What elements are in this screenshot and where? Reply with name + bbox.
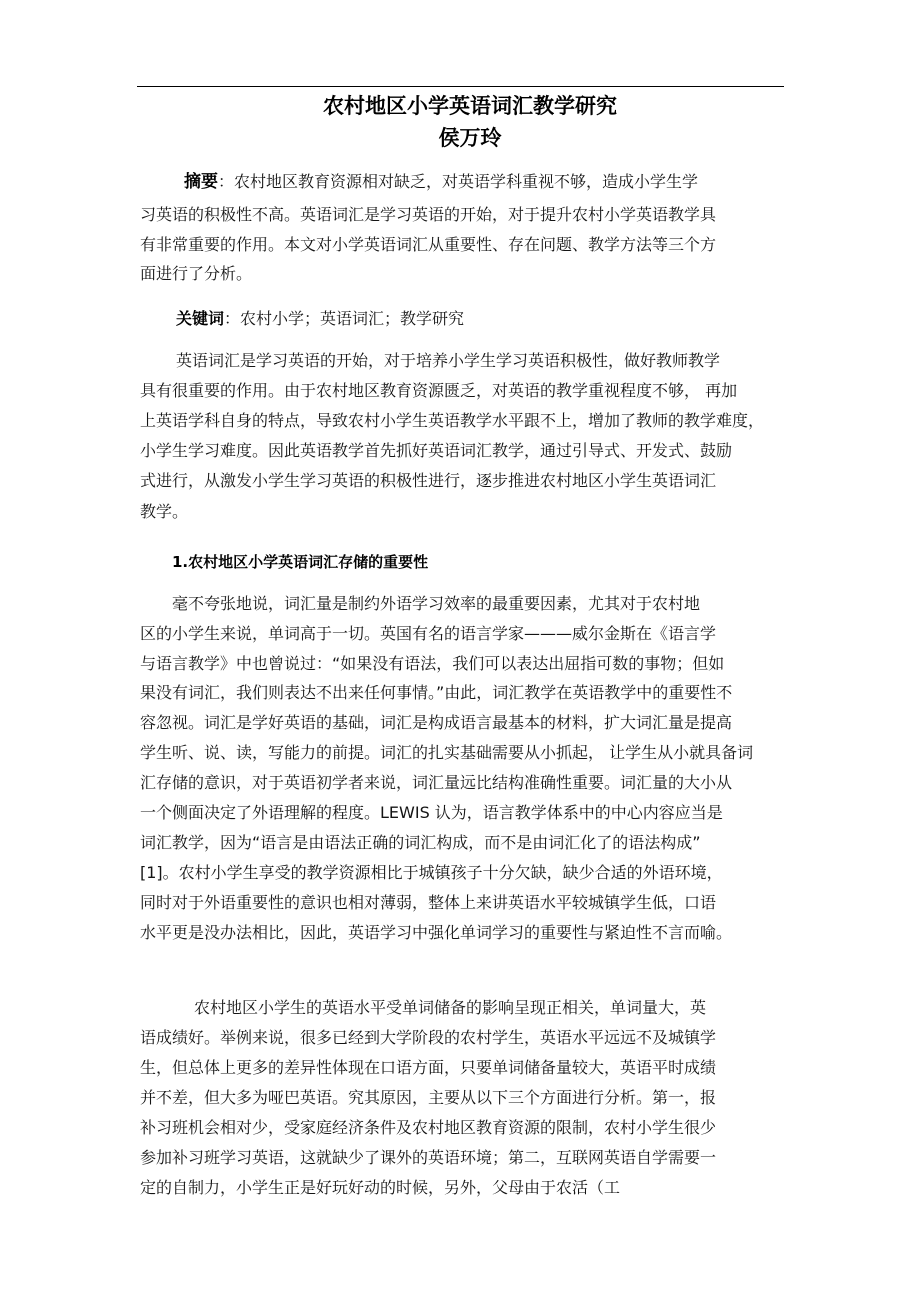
section1-para2-line-3: 生，但总体上更多的差异性体现在口语方面，只要单词储备量较大，英语平时成绩	[140, 1058, 717, 1077]
section1-line-7: 汇存储的意识，对于英语初学者来说，词汇量远比结构准确性重要。词汇量的大小从	[140, 773, 733, 792]
section1-line-10: [1]。农村小学生享受的教学资源相比于城镇孩子十分欠缺，缺少合适的外语环境，	[140, 863, 723, 882]
keywords-label: 关键词	[176, 309, 225, 328]
section1-para2-line-6: 参加补习班学习英语，这就缺少了课外的英语环境；第二，互联网英语自学需要一	[140, 1148, 717, 1167]
header-rule	[137, 86, 784, 87]
keywords-line	[176, 307, 464, 331]
intro-line-6: 教学。	[140, 502, 189, 521]
author-name: 侯万玲	[438, 126, 502, 150]
section-heading: 1.农村地区小学英语词汇存储的重要性	[172, 553, 429, 571]
section1-para2-line-5: 补习班机会相对少，受家庭经济条件及农村地区教育资源的限制，农村小学生很少	[140, 1118, 717, 1137]
abstract-line-1: 摘要：农村地区教育资源相对缺乏，对英语学科重视不够，造成小学生学	[184, 172, 699, 192]
section1-line-8: 一个侧面决定了外语理解的程度。LEWIS 认为，语言教学体系中的中心内容应当是	[140, 803, 723, 822]
intro-line-2: 具有很重要的作用。由于农村地区教育资源匮乏，对英语的教学重视程度不够， 再加	[140, 381, 738, 400]
section1-line-12: 水平更是没办法相比，因此，英语学习中强化单词学习的重要性与紧迫性不言而喻。	[140, 923, 733, 942]
section1-line-4: 果没有词汇，我们则表达不出来任何事情。”由此，词汇教学在英语教学中的重要性不	[140, 683, 733, 702]
section1-para2-line-1: 农村地区小学生的英语水平受单词储备的影响呈现正相关，单词量大，英	[194, 998, 707, 1017]
section1-line-3: 与语言教学》中也曾说过：“如果没有语法，我们可以表达出屈指可数的事物；但如	[140, 654, 725, 673]
section1-line-6: 学生听、说、读，写能力的前提。词汇的扎实基础需要从小抓起， 让学生从小就具备词	[140, 743, 754, 762]
section1-line-2: 区的小学生来说，单词高于一切。英国有名的语言学家———威尔金斯在《语言学	[140, 624, 717, 643]
abstract-line-4: 面进行了分析。	[140, 264, 253, 283]
section1-line-5: 容忽视。词汇是学好英语的基础，词汇是构成语言最基本的材料，扩大词汇量是提高	[140, 713, 733, 732]
section1-para2-line-2: 语成绩好。举例来说，很多已经到大学阶段的农村学生，英语水平远远不及城镇学	[140, 1028, 717, 1047]
section1-line-11: 同时对于外语重要性的意识也相对薄弱，整体上来讲英语水平较城镇学生低，口语	[140, 893, 717, 912]
document-title: 农村地区小学英语词汇教学研究	[323, 94, 617, 118]
section1-para2-line-4: 并不差，但大多为哑巴英语。究其原因，主要从以下三个方面进行分析。第一，报	[140, 1088, 717, 1107]
section1-line-1: 毫不夸张地说，词汇量是制约外语学习效率的最重要因素，尤其对于农村地	[172, 594, 701, 613]
intro-line-4: 小学生学习难度。因此英语教学首先抓好英语词汇教学，通过引导式、开发式、鼓励	[140, 441, 733, 460]
abstract-line-3: 有非常重要的作用。本文对小学英语词汇从重要性、存在问题、教学方法等三个方	[140, 235, 717, 254]
intro-line-3: 上英语学科自身的特点，导致农村小学生英语教学水平跟不上，增加了教师的教学难度，	[140, 411, 765, 430]
section1-para2-line-7: 定的自制力，小学生正是好玩好动的时候，另外，父母由于农活（工	[140, 1178, 621, 1197]
abstract-line-2: 习英语的积极性不高。英语词汇是学习英语的开始，对于提升农村小学英语教学具	[140, 205, 717, 224]
keywords-text: ：农村小学；英语词汇；教学研究	[224, 309, 465, 328]
section1-line-9: 词汇教学，因为“语言是由语法正确的词汇构成，而不是由词汇化了的语法构成”	[140, 833, 701, 852]
abstract-label: 摘要	[184, 172, 218, 192]
intro-line-1: 英语词汇是学习英语的开始，对于培养小学生学习英语积极性，做好教师教学	[176, 351, 721, 370]
intro-line-5: 式进行，从激发小学生学习英语的积极性进行，逐步推进农村地区小学生英语词汇	[140, 471, 717, 490]
